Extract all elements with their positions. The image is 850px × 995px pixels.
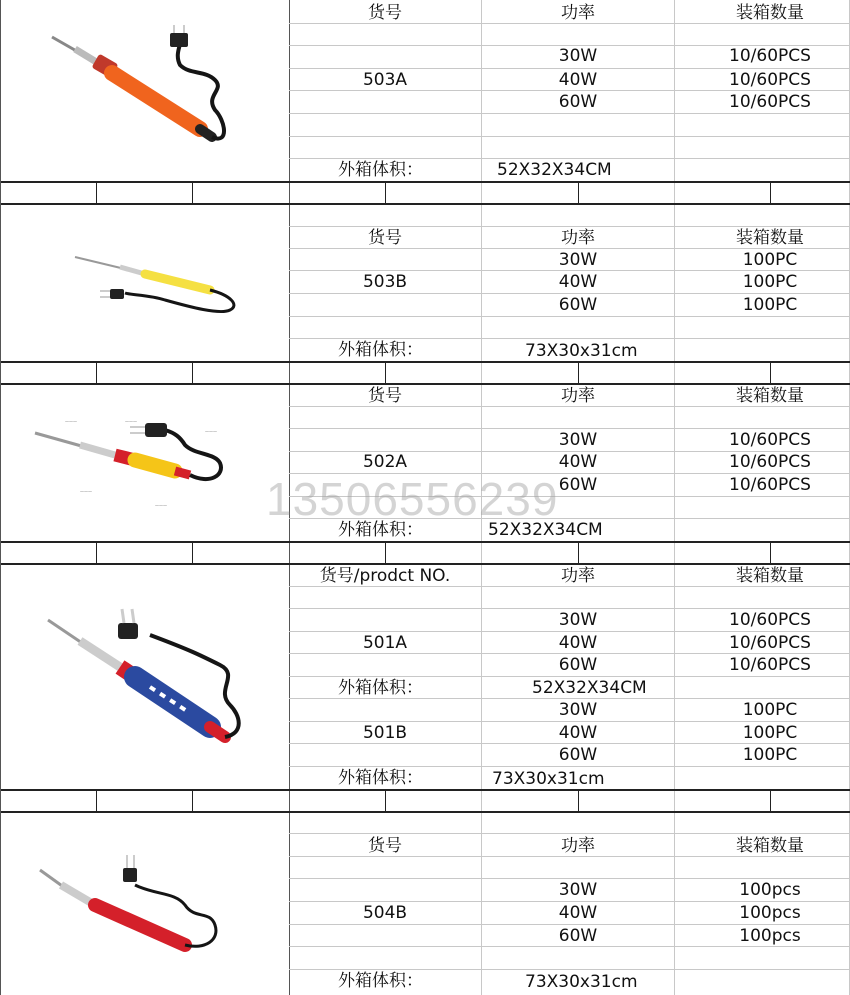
grid-h bbox=[289, 878, 850, 879]
separator-cell-divider bbox=[192, 361, 193, 383]
qty-value: 10/60PCS bbox=[729, 92, 811, 112]
grid-h bbox=[289, 338, 850, 339]
power-value: 30W bbox=[558, 880, 598, 900]
power-value: 30W bbox=[558, 610, 598, 630]
svg-text:———: ——— bbox=[125, 419, 137, 424]
qty-value: 100PC bbox=[742, 250, 798, 270]
separator-cell-divider bbox=[192, 789, 193, 811]
grid-h bbox=[289, 68, 850, 69]
carton-size-value: 73X30x31cm bbox=[525, 341, 638, 361]
qty-value: 100pcs bbox=[739, 926, 801, 946]
separator-row bbox=[0, 181, 850, 183]
separator-row bbox=[0, 541, 850, 543]
header-item: 货号 bbox=[368, 228, 402, 248]
model-number: 501A bbox=[362, 633, 408, 653]
model-number: 503B bbox=[362, 272, 408, 292]
header-qty: 装箱数量 bbox=[736, 3, 804, 23]
separator-cell-divider bbox=[578, 181, 579, 203]
qty-value: 10/60PCS bbox=[729, 655, 811, 675]
power-value: 30W bbox=[558, 700, 598, 720]
grid-h bbox=[289, 743, 850, 744]
power-value: 30W bbox=[558, 430, 598, 450]
grid-h bbox=[289, 901, 850, 902]
separator-cell-divider bbox=[385, 181, 386, 203]
grid-h bbox=[289, 136, 850, 137]
grid-h bbox=[289, 316, 850, 317]
separator-cell-divider bbox=[385, 789, 386, 811]
grid-h bbox=[289, 676, 850, 677]
qty-value: 10/60PCS bbox=[729, 70, 811, 90]
power-value: 60W bbox=[558, 926, 598, 946]
model-number: 502A bbox=[362, 452, 408, 472]
model-number: 501B bbox=[362, 723, 408, 743]
power-value: 60W bbox=[558, 92, 598, 112]
power-value: 60W bbox=[558, 655, 598, 675]
grid-h bbox=[289, 766, 850, 767]
separator-cell-divider bbox=[385, 361, 386, 383]
header-qty: 装箱数量 bbox=[736, 228, 804, 248]
qty-value: 10/60PCS bbox=[729, 610, 811, 630]
separator-row bbox=[0, 789, 850, 791]
grid-h bbox=[289, 833, 850, 834]
separator-cell-divider bbox=[770, 789, 771, 811]
qty-value: 100PC bbox=[742, 272, 798, 292]
svg-text:———: ——— bbox=[80, 489, 92, 494]
separator-cell-divider bbox=[578, 789, 579, 811]
qty-value: 10/60PCS bbox=[729, 475, 811, 495]
soldering-iron-503a-image bbox=[40, 25, 240, 155]
carton-size-label: 外箱体积： bbox=[338, 160, 423, 180]
grid-h bbox=[289, 428, 850, 429]
separator-cell-divider bbox=[96, 181, 97, 203]
carton-size-label: 外箱体积： bbox=[338, 768, 423, 788]
soldering-iron-504b-image bbox=[35, 850, 235, 960]
header-power: 功率 bbox=[561, 836, 595, 856]
power-value: 40W bbox=[558, 452, 598, 472]
grid-h bbox=[289, 406, 850, 407]
power-value: 40W bbox=[558, 903, 598, 923]
header-item: 货号 bbox=[368, 836, 402, 856]
soldering-iron-503b-image bbox=[70, 245, 250, 325]
power-value: 30W bbox=[558, 250, 598, 270]
grid-h bbox=[289, 631, 850, 632]
grid-h bbox=[289, 23, 850, 24]
power-value: 60W bbox=[558, 745, 598, 765]
carton-size-label: 外箱体积： bbox=[338, 340, 423, 360]
grid-h bbox=[289, 856, 850, 857]
power-value: 60W bbox=[558, 295, 598, 315]
qty-value: 100pcs bbox=[739, 880, 801, 900]
power-value: 40W bbox=[558, 633, 598, 653]
grid-h bbox=[289, 721, 850, 722]
carton-size-value: 73X30x31cm bbox=[492, 769, 605, 789]
separator-cell-divider bbox=[192, 181, 193, 203]
header-item: 货号/prodct NO. bbox=[319, 566, 451, 586]
grid-h bbox=[289, 293, 850, 294]
qty-value: 10/60PCS bbox=[729, 633, 811, 653]
qty-value: 100PC bbox=[742, 700, 798, 720]
grid-h bbox=[289, 608, 850, 609]
carton-size-value: 52X32X34CM bbox=[497, 160, 612, 180]
power-value: 40W bbox=[558, 272, 598, 292]
separator-cell-divider bbox=[770, 541, 771, 563]
header-item: 货号 bbox=[368, 386, 402, 406]
carton-size-label: 外箱体积： bbox=[338, 678, 423, 698]
carton-size-label: 外箱体积： bbox=[338, 971, 423, 991]
qty-value: 10/60PCS bbox=[729, 452, 811, 472]
carton-size-value: 52X32X34CM bbox=[488, 520, 603, 540]
qty-value: 100PC bbox=[742, 745, 798, 765]
grid-h bbox=[289, 946, 850, 947]
model-number: 503A bbox=[362, 70, 408, 90]
separator-cell-divider bbox=[770, 361, 771, 383]
phone-watermark: 13506556239 bbox=[266, 473, 559, 525]
header-qty: 装箱数量 bbox=[736, 836, 804, 856]
grid-h bbox=[289, 924, 850, 925]
separator-cell-divider bbox=[770, 181, 771, 203]
qty-value: 100PC bbox=[742, 295, 798, 315]
header-power: 功率 bbox=[561, 386, 595, 406]
header-power: 功率 bbox=[561, 566, 595, 586]
carton-size-value: 73X30x31cm bbox=[525, 972, 638, 992]
power-value: 40W bbox=[558, 70, 598, 90]
separator-cell-divider bbox=[578, 541, 579, 563]
svg-text:———: ——— bbox=[65, 419, 77, 424]
grid-h bbox=[289, 226, 850, 227]
carton-size-label: 外箱体积： bbox=[338, 520, 423, 540]
grid-h bbox=[289, 270, 850, 271]
qty-value: 100pcs bbox=[739, 903, 801, 923]
power-value: 60W bbox=[558, 475, 598, 495]
soldering-iron-502a-image bbox=[25, 415, 255, 515]
separator-row bbox=[0, 203, 850, 205]
header-qty: 装箱数量 bbox=[736, 566, 804, 586]
header-item: 货号 bbox=[368, 3, 402, 23]
grid-v bbox=[674, 0, 675, 995]
header-power: 功率 bbox=[561, 3, 595, 23]
svg-text:———: ——— bbox=[155, 503, 167, 508]
separator-cell-divider bbox=[385, 541, 386, 563]
grid-h bbox=[289, 653, 850, 654]
separator-row bbox=[0, 361, 850, 363]
grid-v bbox=[0, 0, 1, 995]
separator-row bbox=[0, 383, 850, 385]
power-value: 40W bbox=[558, 723, 598, 743]
separator-cell-divider bbox=[96, 789, 97, 811]
power-value: 30W bbox=[558, 46, 598, 66]
separator-row bbox=[0, 563, 850, 565]
qty-value: 100PC bbox=[742, 723, 798, 743]
separator-row bbox=[0, 811, 850, 813]
grid-h bbox=[289, 969, 850, 970]
qty-value: 10/60PCS bbox=[729, 430, 811, 450]
header-power: 功率 bbox=[561, 228, 595, 248]
separator-cell-divider bbox=[96, 541, 97, 563]
grid-h bbox=[289, 586, 850, 587]
grid-h bbox=[289, 158, 850, 159]
qty-value: 10/60PCS bbox=[729, 46, 811, 66]
separator-cell-divider bbox=[578, 361, 579, 383]
grid-h bbox=[289, 248, 850, 249]
model-number: 504B bbox=[362, 903, 408, 923]
grid-h bbox=[289, 90, 850, 91]
carton-size-value: 52X32X34CM bbox=[532, 678, 647, 698]
svg-text:———: ——— bbox=[205, 429, 217, 434]
header-qty: 装箱数量 bbox=[736, 386, 804, 406]
grid-h bbox=[289, 113, 850, 114]
separator-cell-divider bbox=[192, 541, 193, 563]
grid-h bbox=[289, 698, 850, 699]
separator-cell-divider bbox=[96, 361, 97, 383]
soldering-iron-501a-image bbox=[40, 605, 250, 755]
